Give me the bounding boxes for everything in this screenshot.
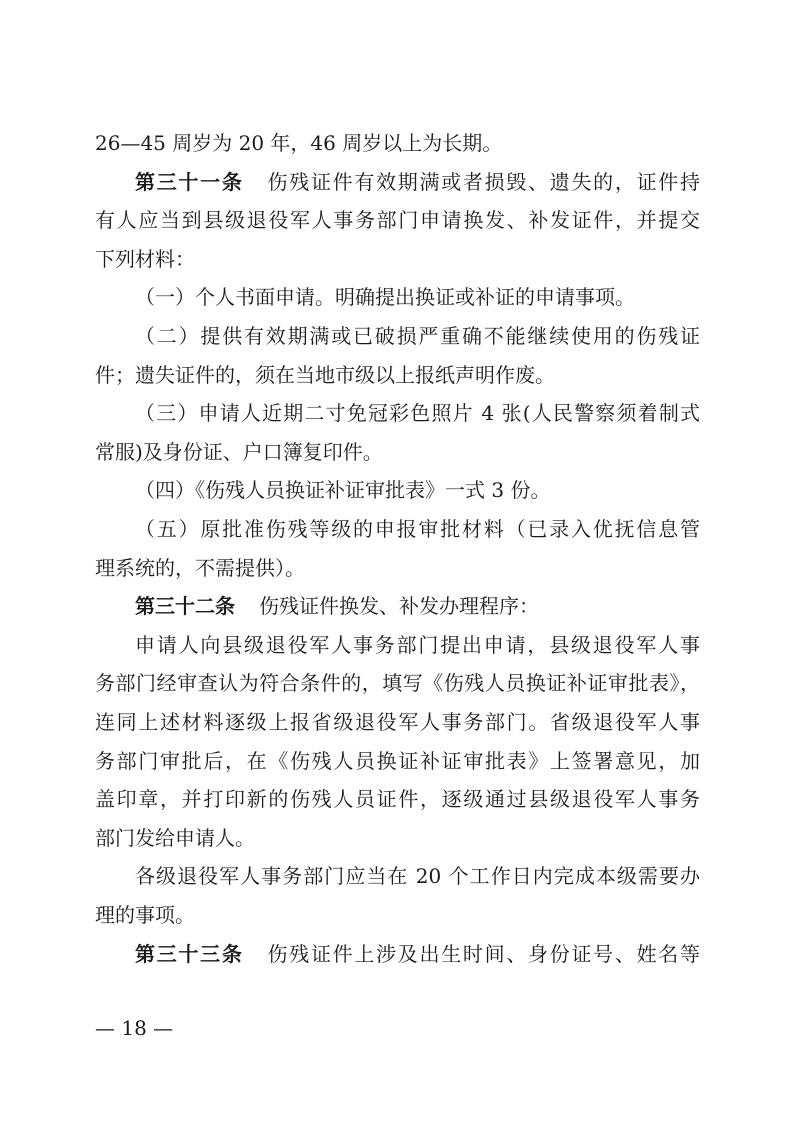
procedure-line-2: 务部门经审查认为符合条件的，填写《伤残人员换证补证审批表》， xyxy=(95,671,700,695)
procedure-line-5: 盖印章，并打印新的伤残人员证件，逐级通过县级退役军人事务 xyxy=(95,787,700,811)
article-31-heading: 第三十一条 xyxy=(135,170,244,194)
item-2-line-2: 件；遗失证件的，须在当地市级以上报纸声明作废。 xyxy=(95,363,555,387)
item-2-line-1: （二）提供有效期满或已破损严重确不能继续使用的伤残证 xyxy=(135,324,700,348)
procedure-line-1: 申请人向县级退役军人事务部门提出申请，县级退役军人事 xyxy=(135,633,700,657)
article-32-line: 第三十二条 伤残证件换发、补发办理程序： xyxy=(135,594,539,618)
article-31-first-line: 第三十一条 伤残证件有效期满或者损毁、遗失的，证件持 xyxy=(135,170,700,194)
deadline-line-1: 各级退役军人事务部门应当在 20 个工作日内完成本级需要办 xyxy=(135,864,700,888)
procedure-line-6: 部门发给申请人。 xyxy=(95,826,255,850)
item-5-line-2: 理系统的，不需提供）。 xyxy=(95,556,305,580)
item-5-line-1: （五）原批准伤残等级的申报审批材料（已录入优抚信息管 xyxy=(135,517,700,541)
article-33-text: 伤残证件上涉及出生时间、身份证号、姓名等 xyxy=(267,942,700,966)
procedure-line-3: 连同上述材料逐级上报省级退役军人事务部门。省级退役军人事 xyxy=(95,710,700,734)
text-line-1: 26—45 周岁为 20 年，46 周岁以上为长期。 xyxy=(95,131,503,155)
item-4: （四）《伤残人员换证补证审批表》一式 3 份。 xyxy=(135,478,551,502)
item-1: （一）个人书面申请。明确提出换证或补证的申请事项。 xyxy=(135,285,635,309)
article-33-line xyxy=(135,939,700,969)
text-line-3: 有人应当到县级退役军人事务部门申请换发、补发证件，并提交 xyxy=(95,208,700,232)
item-3-line-2: 常服)及身份证、户口簿复印件。 xyxy=(95,440,383,464)
procedure-line-4: 务部门审批后，在《伤残人员换证补证审批表》上签署意见，加 xyxy=(95,749,700,773)
text-line-4: 下列材料： xyxy=(95,247,195,271)
deadline-line-2: 理的事项。 xyxy=(95,903,195,927)
article-33-heading: 第三十三条 xyxy=(135,942,244,966)
article-32-heading: 第三十二条 xyxy=(135,594,235,618)
page-number: — 18 — xyxy=(95,1016,174,1040)
item-3-line-1: （三）申请人近期二寸免冠彩色照片 4 张(人民警察须着制式 xyxy=(135,401,700,425)
